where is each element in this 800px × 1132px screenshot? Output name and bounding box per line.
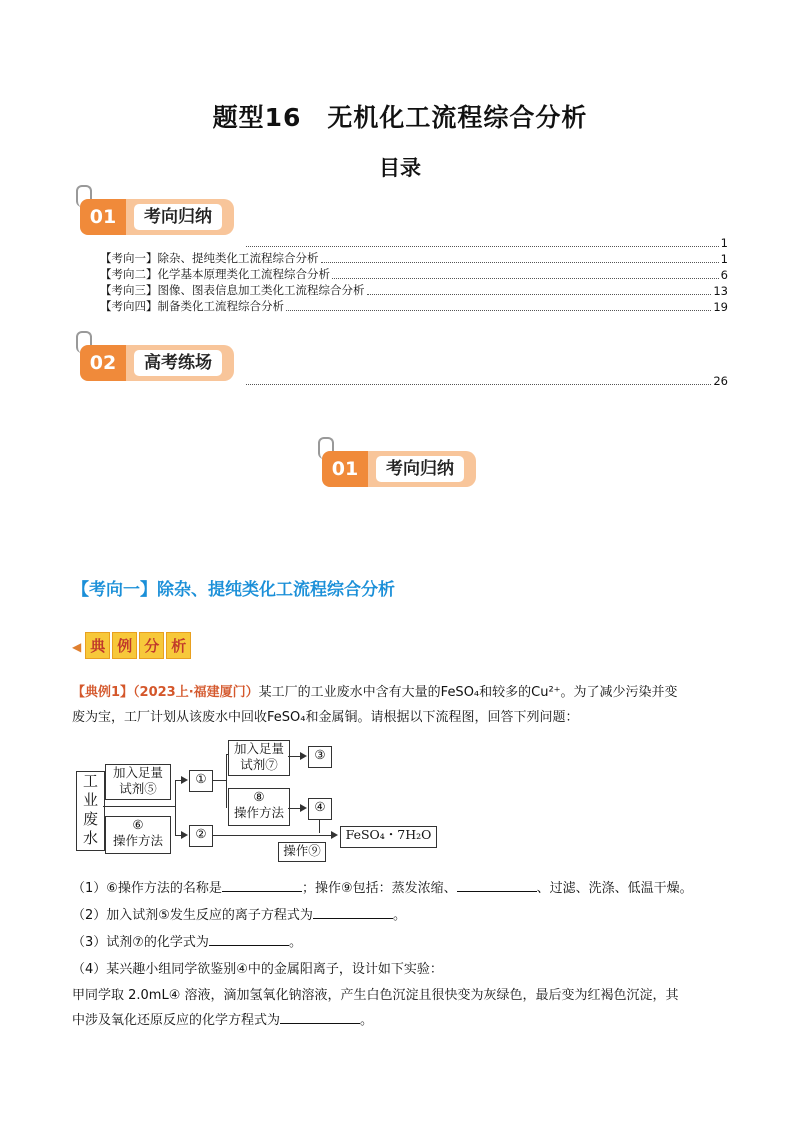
question-4: （4）某兴趣小组同学欲鉴别④中的金属阳离子，设计如下实验： [72,962,443,977]
section-heading: 【考向一】除杂、提纯类化工流程综合分析 [72,580,395,600]
page-title: 题型16 无机化工流程综合分析 [212,103,588,132]
flow-op9: 操作⑨ [278,842,326,862]
flow-op8: ⑧ 操作方法 [228,788,290,826]
question-3: （3）试剂⑦的化学式为 。 [72,930,732,955]
section-badge-01 [322,451,486,487]
toc-badge-01 [80,199,244,235]
answer-blank[interactable] [280,1009,360,1024]
flow-source: 工 业 废 水 [76,771,105,851]
question-1: （1）⑥操作方法的名称是 ；操作⑨包括：蒸发浓缩、 、过滤、洗涤、低温干燥。 [72,876,732,901]
badge-label: 考向归纳 [134,204,222,230]
flow-node-3: ③ [308,746,332,768]
flow-op6: ⑥ 操作方法 [105,816,171,854]
toc-entry[interactable]: 【考向二】化学基本原理类化工流程综合分析 6 [100,267,728,282]
flow-reagent5: 加入足量 试剂⑤ [105,764,171,800]
flow-diagram [72,738,452,858]
toc-entry[interactable]: 【考向一】除杂、提纯类化工流程综合分析 1 [100,251,728,266]
speaker-icon: ◀ [72,640,82,654]
badge-label: 考向归纳 [376,456,464,482]
answer-blank[interactable] [457,877,537,892]
example-label: 【典例1】 [72,685,134,700]
toc-entry[interactable]: 【考向四】制备类化工流程综合分析 19 [100,299,728,314]
badge-label: 高考练场 [134,350,222,376]
answer-blank[interactable] [222,877,302,892]
flow-node-1: ① [189,770,213,792]
toc-entry[interactable]: 26 [244,372,728,388]
flow-reagent7: 加入足量 试剂⑦ [228,740,290,776]
badge-number: 01 [322,451,368,487]
toc-heading: 目录 [379,156,421,180]
example-analysis-tag: ◀ 典 例 分 析 [72,632,193,659]
answer-blank[interactable] [209,931,289,946]
toc-list [100,234,728,314]
flow-node-4: ④ [308,798,332,820]
toc-entry[interactable]: 1 [244,234,728,250]
example-text: 【典例1】（2023上·福建厦门）某工厂的工业废水中含有大量的FeSO₄和较多的Cu²⁺。为了减少污染并变 废为宝，工厂计划从该废水中回收FeSO₄和金属铜。请根据以下流程图，回答下列问题： [72,685,678,725]
flow-product: FeSO₄・7H₂O [340,826,437,848]
example-source: （2023上·福建厦门） [133,685,259,700]
question-2: （2）加入试剂⑤发生反应的离子方程式为 。 [72,903,732,928]
badge-number: 01 [80,199,126,235]
toc-entry[interactable]: 【考向三】图像、图表信息加工类化工流程综合分析 13 [100,283,728,298]
toc-list-2 [244,372,728,388]
question-4-detail: 甲同学取 2.0mL④ 溶液，滴加氢氧化钠溶液，产生白色沉淀且很快变为灰绿色，最后变为红褐色沉淀，其 中涉及氧化还原反应的化学方程式为 。 [72,988,679,1028]
answer-blank[interactable] [313,904,393,919]
toc-badge-02 [80,345,244,381]
flow-node-2: ② [189,825,213,847]
badge-number: 02 [80,345,126,381]
